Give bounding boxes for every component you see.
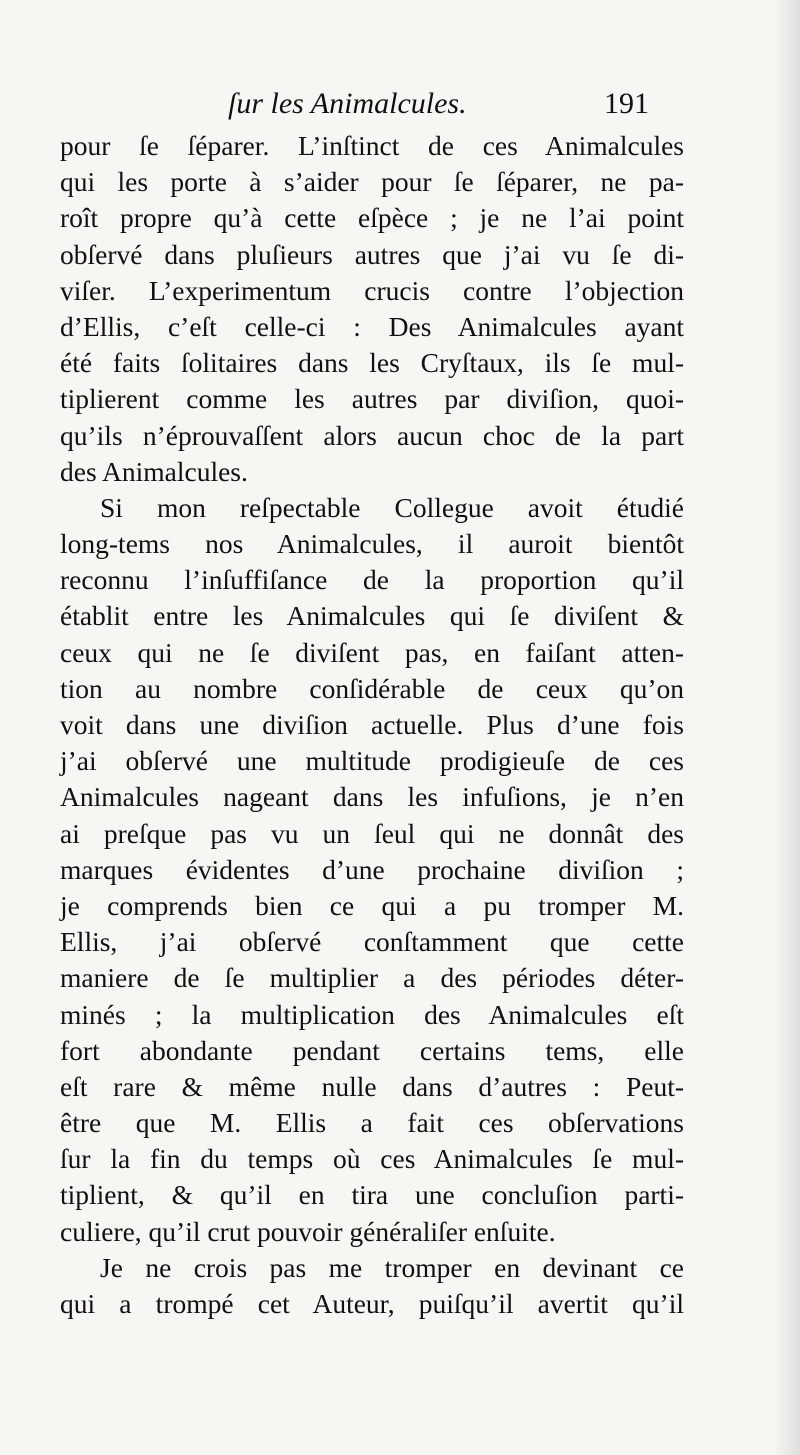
text-line: ſur la fin du temps où ces Animalcules ſe mul- (60, 1143, 684, 1175)
text-line: obſervé dans pluſieurs autres que j’ai vu ſe di- (60, 238, 684, 270)
text-line: long-tems nos Animalcules, il auroit bientôt (60, 528, 684, 560)
text-line: reconnu l’inſuffiſance de la proportion qu’il (60, 564, 684, 596)
body-text (60, 128, 684, 1322)
paragraph-start-line: Si mon reſpectable Collegue avoit étudié (100, 491, 684, 523)
text-line: roît propre qu’à cette eſpèce ; je ne l’ai point (60, 202, 684, 234)
page-header (0, 84, 800, 124)
text-line: ceux qui ne ſe diviſent pas, en faiſant atten- (60, 636, 684, 668)
running-title: ſur les Animalcules. (228, 87, 467, 120)
text-line: d’Ellis, c’eſt celle-ci : Des Animalcules ayant (60, 310, 684, 342)
page-number: 191 (604, 87, 649, 120)
paragraph-end-line: culiere, qu’il crut pouvoir généraliſer enſuite. (60, 1215, 556, 1247)
text-line: tion au nombre conſidérable de ceux qu’on (60, 672, 684, 704)
text-line: établit entre les Animalcules qui ſe diviſent & (60, 600, 684, 632)
paragraph-start-line: Je ne crois pas me tromper en devinant ce (100, 1251, 684, 1283)
text-line: marques évidentes d’une prochaine diviſion ; (60, 853, 684, 885)
text-line: être que M. Ellis a fait ces obſervations (60, 1107, 684, 1139)
text-line: qui les porte à s’aider pour ſe ſéparer, ne pa- (60, 166, 684, 198)
paragraph-end-line: des Animalcules. (60, 455, 248, 487)
text-line: pour ſe ſéparer. L’inſtinct de ces Animalcules (60, 130, 684, 161)
page-edge-shadow (774, 0, 800, 1455)
text-line: minés ; la multiplication des Animalcules eſt (60, 998, 684, 1030)
text-line: ai preſque pas vu un ſeul qui ne donnât des (60, 817, 684, 849)
text-line: Animalcules nageant dans les infuſions, je n’en (60, 781, 684, 813)
text-line: je comprends bien ce qui a pu tromper M. (60, 889, 684, 921)
text-line: qui a trompé cet Auteur, puiſqu’il avertit qu’il (60, 1288, 684, 1319)
text-line: maniere de ſe multiplier a des périodes déter- (60, 962, 684, 994)
text-line: été faits ſolitaires dans les Cryſtaux, ils ſe mul- (60, 347, 684, 379)
text-line: tiplient, & qu’il en tira une concluſion parti- (60, 1179, 684, 1211)
text-line: voit dans une diviſion actuelle. Plus d’une fois (60, 709, 684, 740)
text-line: j’ai obſervé une multitude prodigieuſe de ces (60, 745, 684, 777)
text-line: eſt rare & même nulle dans d’autres : Peut- (60, 1070, 684, 1102)
text-line: qu’ils n’éprouvaſſent alors aucun choc de la part (60, 419, 684, 451)
text-line: tiplierent comme les autres par diviſion, quoi- (60, 383, 684, 415)
text-line: fort abondante pendant certains tems, elle (60, 1034, 684, 1066)
text-line: Ellis, j’ai obſervé conſtamment que cette (60, 926, 684, 958)
text-line: viſer. L’experimentum crucis contre l’objection (60, 274, 684, 306)
